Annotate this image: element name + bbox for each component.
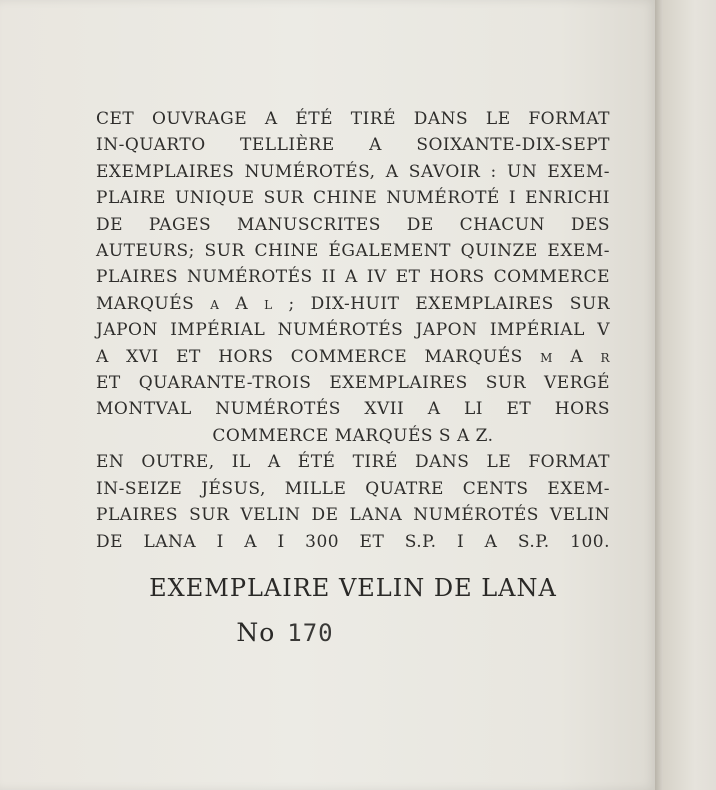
- colophon-line: IN-SEIZE JÉSUS, MILLE QUATRE CENTS EXEM-: [96, 478, 610, 499]
- colophon-line: A XVI ET HORS COMMERCE MARQUÉS m A r: [96, 346, 610, 367]
- colophon-line: AUTEURS; SUR CHINE ÉGALEMENT QUINZE EXEM-: [96, 241, 610, 262]
- colophon-line: DE LANA I A I 300 ET S.P. I A S.P. 100.: [96, 531, 610, 552]
- colophon-text: [96, 106, 610, 555]
- colophon-line: COMMERCE MARQUÉS S A Z.: [212, 425, 494, 446]
- copy-number: [96, 618, 474, 647]
- colophon-line: MONTVAL NUMÉROTÉS XVII A LI ET HORS: [96, 399, 610, 420]
- book-gutter: [655, 0, 663, 790]
- copy-number-prefix: No: [236, 618, 276, 647]
- colophon-line: PLAIRES SUR VELIN DE LANA NUMÉROTÉS VELIN: [96, 505, 610, 526]
- copy-number-value: 170: [287, 619, 334, 647]
- facing-page-edge: [663, 0, 716, 790]
- copy-edition-label: EXEMPLAIRE VELIN DE LANA: [149, 574, 557, 602]
- colophon-line: IN-QUARTO TELLIÈRE A SOIXANTE-DIX-SEPT: [96, 135, 610, 156]
- colophon-line: PLAIRE UNIQUE SUR CHINE NUMÉROTÉ I ENRICHI: [96, 188, 610, 209]
- colophon-line: PLAIRES NUMÉROTÉS II A IV ET HORS COMMERCE: [96, 267, 610, 288]
- colophon-line: EN OUTRE, IL A ÉTÉ TIRÉ DANS LE FORMAT: [96, 452, 610, 473]
- colophon-line: ET QUARANTE-TROIS EXEMPLAIRES SUR VERGÉ: [96, 373, 610, 394]
- colophon-line: EXEMPLAIRES NUMÉROTÉS, A SAVOIR : UN EXEM-: [96, 161, 610, 182]
- colophon-line: MARQUÉS a A l ; DIX-HUIT EXEMPLAIRES SUR: [96, 293, 610, 314]
- colophon-line: CET OUVRAGE A ÉTÉ TIRÉ DANS LE FORMAT: [96, 109, 610, 129]
- colophon-line: DE PAGES MANUSCRITES DE CHACUN DES: [96, 214, 610, 235]
- colophon-line: JAPON IMPÉRIAL NUMÉROTÉS JAPON IMPÉRIAL V: [96, 320, 610, 341]
